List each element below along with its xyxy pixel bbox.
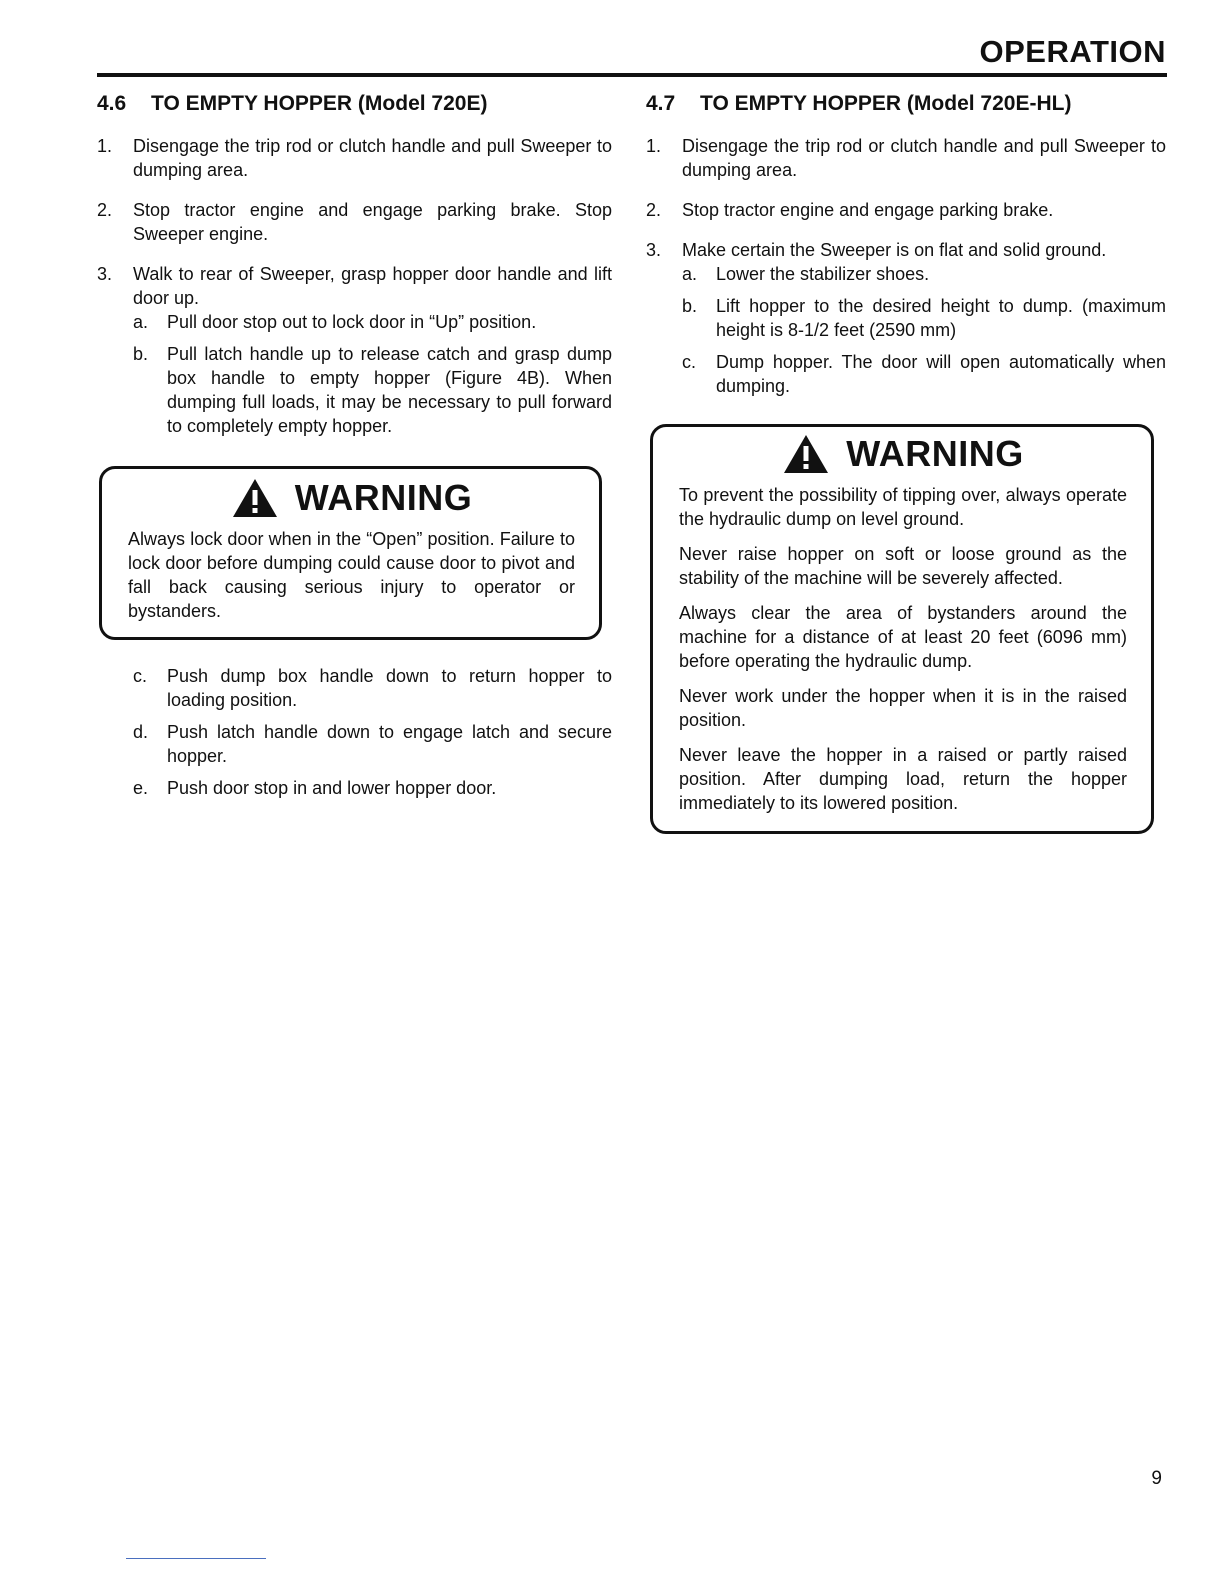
step-marker: 3. [646,240,662,260]
substep-list [133,310,612,438]
step-item [646,238,1166,398]
step-item [646,198,1166,222]
substep-item [133,664,612,712]
substep-text: Push dump box handle down to return hopper to loading position. [167,666,612,710]
step-list [97,134,612,438]
warning-title: WARNING [846,433,1024,474]
substep-item [133,720,612,768]
step-text: Stop tractor engine and engage parking brake. [682,200,1054,220]
warning-header [679,433,1127,475]
step-text: Walk to rear of Sweeper, grasp hopper door handle and lift door up. [133,264,612,308]
substep-text: Pull door stop out to lock door in “Up” position. [167,312,537,332]
section-number: 4.7 [646,92,676,115]
page-section-title: OPERATION [979,34,1166,69]
right-column [646,92,1166,834]
warning-text: Never raise hopper on soft or loose ground as the stability of the machine will be severely affected. [679,544,1127,588]
substep-text: Dump hopper. The door will open automatically when dumping. [716,352,1166,396]
section-heading-4-7 [646,92,1166,116]
page-number: 9 [1151,1468,1162,1489]
substep-text: Push latch handle down to engage latch and secure hopper. [167,722,612,766]
step-text: Disengage the trip rod or clutch handle and pull Sweeper to dumping area. [682,136,1166,180]
step-marker: 3. [97,264,113,284]
footer-rule [126,1558,266,1559]
step-list [646,134,1166,398]
continued-substeps [97,664,612,800]
substep-text: Lower the stabilizer shoes. [716,264,930,284]
substep-list [682,262,1166,398]
substep-marker: e. [133,778,149,798]
step-text: Make certain the Sweeper is on flat and solid ground. [682,240,1107,260]
substep-marker: c. [133,666,148,686]
warning-triangle-icon [231,477,279,519]
substep-item [133,776,612,800]
step-item [97,198,612,246]
substep-marker: b. [133,344,149,364]
warning-text: Never work under the hopper when it is in the raised position. [679,686,1127,730]
step-text: Stop tractor engine and engage parking brake. Stop Sweeper engine. [133,200,612,244]
substep-item [682,294,1166,342]
section-number: 4.6 [97,92,127,115]
warning-text: To prevent the possibility of tipping over, always operate the hydraulic dump on level ground. [679,485,1127,529]
step-item [97,134,612,182]
substep-text: Push door stop in and lower hopper door. [167,778,497,798]
substep-item [133,310,612,334]
left-column [97,92,612,808]
warning-header [128,477,575,519]
substep-marker: c. [682,352,697,372]
warning-text: Never leave the hopper in a raised or partly raised position. After dumping load, return the hopper immediately to its lowered position. [679,745,1127,813]
substep-marker: a. [682,264,698,284]
substep-item [133,342,612,438]
step-item [646,134,1166,182]
substep-item [682,262,1166,286]
step-marker: 2. [97,200,113,220]
warning-text: Always lock door when in the “Open” position. Failure to lock door before dumping could cause door to pivot and fall back causing serious injury to operator or bystanders. [128,529,575,621]
warning-text: Always clear the area of bystanders around the machine for a distance of at least 20 feet (6096 mm) before operating the hydraulic dump. [679,603,1127,671]
substep-item [682,350,1166,398]
section-title: TO EMPTY HOPPER (Model 720E) [151,92,488,115]
step-marker: 1. [646,136,662,156]
substep-marker: a. [133,312,149,332]
warning-triangle-icon [782,433,830,475]
header-rule [97,73,1167,77]
substep-list [133,664,612,800]
step-item [97,262,612,438]
substep-marker: d. [133,722,149,742]
section-heading-4-6 [97,92,612,116]
substep-text: Lift hopper to the desired height to dump. (maximum height is 8-1/2 feet (2590 mm) [716,296,1166,340]
step-marker: 1. [97,136,113,156]
step-text: Disengage the trip rod or clutch handle and pull Sweeper to dumping area. [133,136,612,180]
substep-marker: b. [682,296,698,316]
section-title: TO EMPTY HOPPER (Model 720E-HL) [700,92,1072,115]
warning-box [650,424,1154,834]
warning-title: WARNING [294,477,473,518]
step-marker: 2. [646,200,662,220]
warning-box [99,466,602,640]
substep-text: Pull latch handle up to release catch and grasp dump box handle to empty hopper (Figure 4B). When dumping full loads, it may be necessary to pull forward to completely empty hopper. [167,344,612,436]
